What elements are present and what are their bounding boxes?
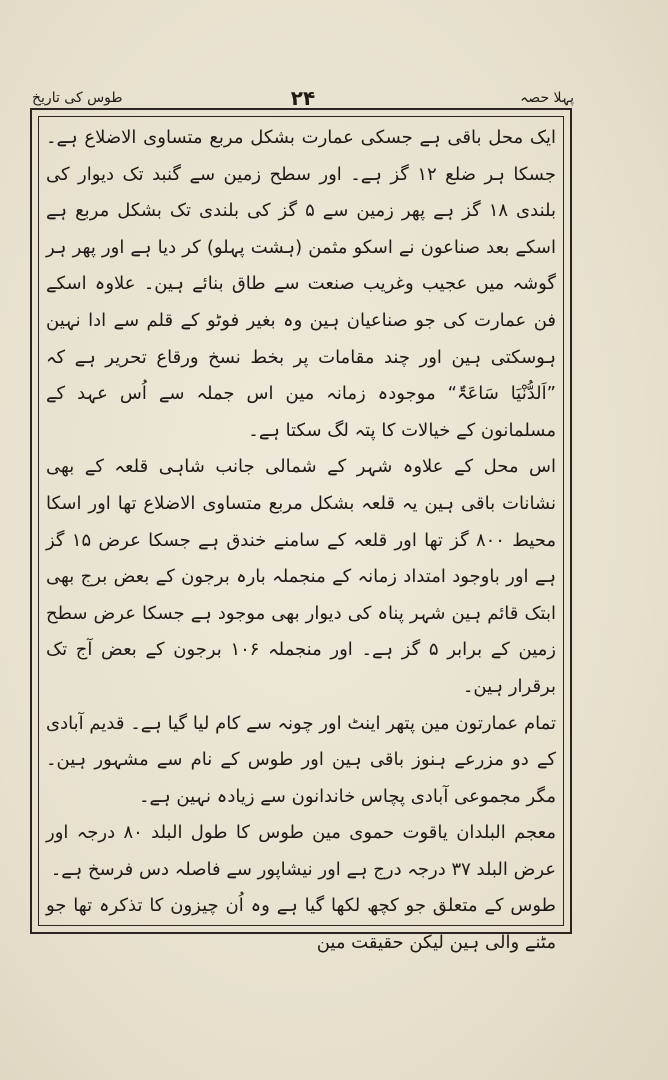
paragraph-1: ایک محل باقی ہے جسکی عمارت بشکل مربع متساوی الاضلاع ہے۔ جسکا ہر ضلع ۱۲ گز ہے۔ اور سطح زمین سے گنبد تک دیوار کی بلندی ۱۸ گز ہے پھر زمین سے ۵ گز کی بلندی تک بشکل مربع ہے اسکے بعد صناعون نے اسکو مثمن (ہشت پہلو) کر دیا ہے اور پھر ہر گوشہ میں عجیب وغریب صنعت سے طاق بنائے ہین۔ علاوہ اسکے فن عمارت کی جو صناعیان ہین وہ بغیر فوٹو کے قلم سے ادا نہین ہوسکتی ہین اور چند مقامات پر بخط نسخ ورقاع تحریر ہے کہ ”اَلدُّنْیَا سَاعَۃٌ“ موجودہ زمانہ مین اس جملہ سے اُس عہد کے مسلمانون کے خیالات کا پتہ لگ سکتا ہے۔ [46, 127, 556, 441]
page-number: ۲۴ [290, 86, 316, 110]
running-head-part: پہلا حصہ [520, 90, 574, 106]
paragraph-2: اس محل کے علاوہ شہر کے شمالی جانب شاہی قلعہ کے بھی نشانات باقی ہین یہ قلعہ بشکل مربع متساوی الاضلاع تھا اور اسکا محیط ۸۰۰ گز تھا اور قلعہ کے سامنے خندق ہے جسکا عرض ۱۵ گز ہے اور باوجود امتداد زمانہ کے منجملہ بارہ برجون کے بعض برج بھی ابتک قائم ہین شہر پناہ کی دیوار بھی موجود ہے جسکا عرض سطح زمین کے برابر ۵ گز ہے۔ اور منجملہ ۱۰۶ برجون کے بعض آج تک برقرار ہین۔ [46, 456, 556, 697]
body-text [46, 120, 557, 954]
paragraph-5: طوس کے متعلق جو کچھ لکھا گیا ہے وہ اُن چیزون کا تذکرہ تھا جو مٹنے والی ہین لیکن حقیقت مین [46, 895, 556, 954]
paragraph-3: تمام عمارتون مین پتھر اینٹ اور چونہ سے کام لیا گیا ہے۔ قدیم آبادی کے دو مزرعے ہنوز باقی ہین اور طوس کے نام سے مشہور ہین۔ مگر مجموعی آبادی پچاس خاندانون سے زیادہ نہین ہے۔ [46, 712, 556, 807]
paragraph-4: معجم البلدان یاقوت حموی مین طوس کا طول البلد ۸۰ درجہ اور عرض البلد ۳۷ درجہ درج ہے اور نیشاپور سے فاصلہ دس فرسخ ہے۔ [46, 822, 557, 880]
text-frame [30, 108, 572, 954]
running-head-title: طوس کی تاریخ [32, 90, 123, 106]
